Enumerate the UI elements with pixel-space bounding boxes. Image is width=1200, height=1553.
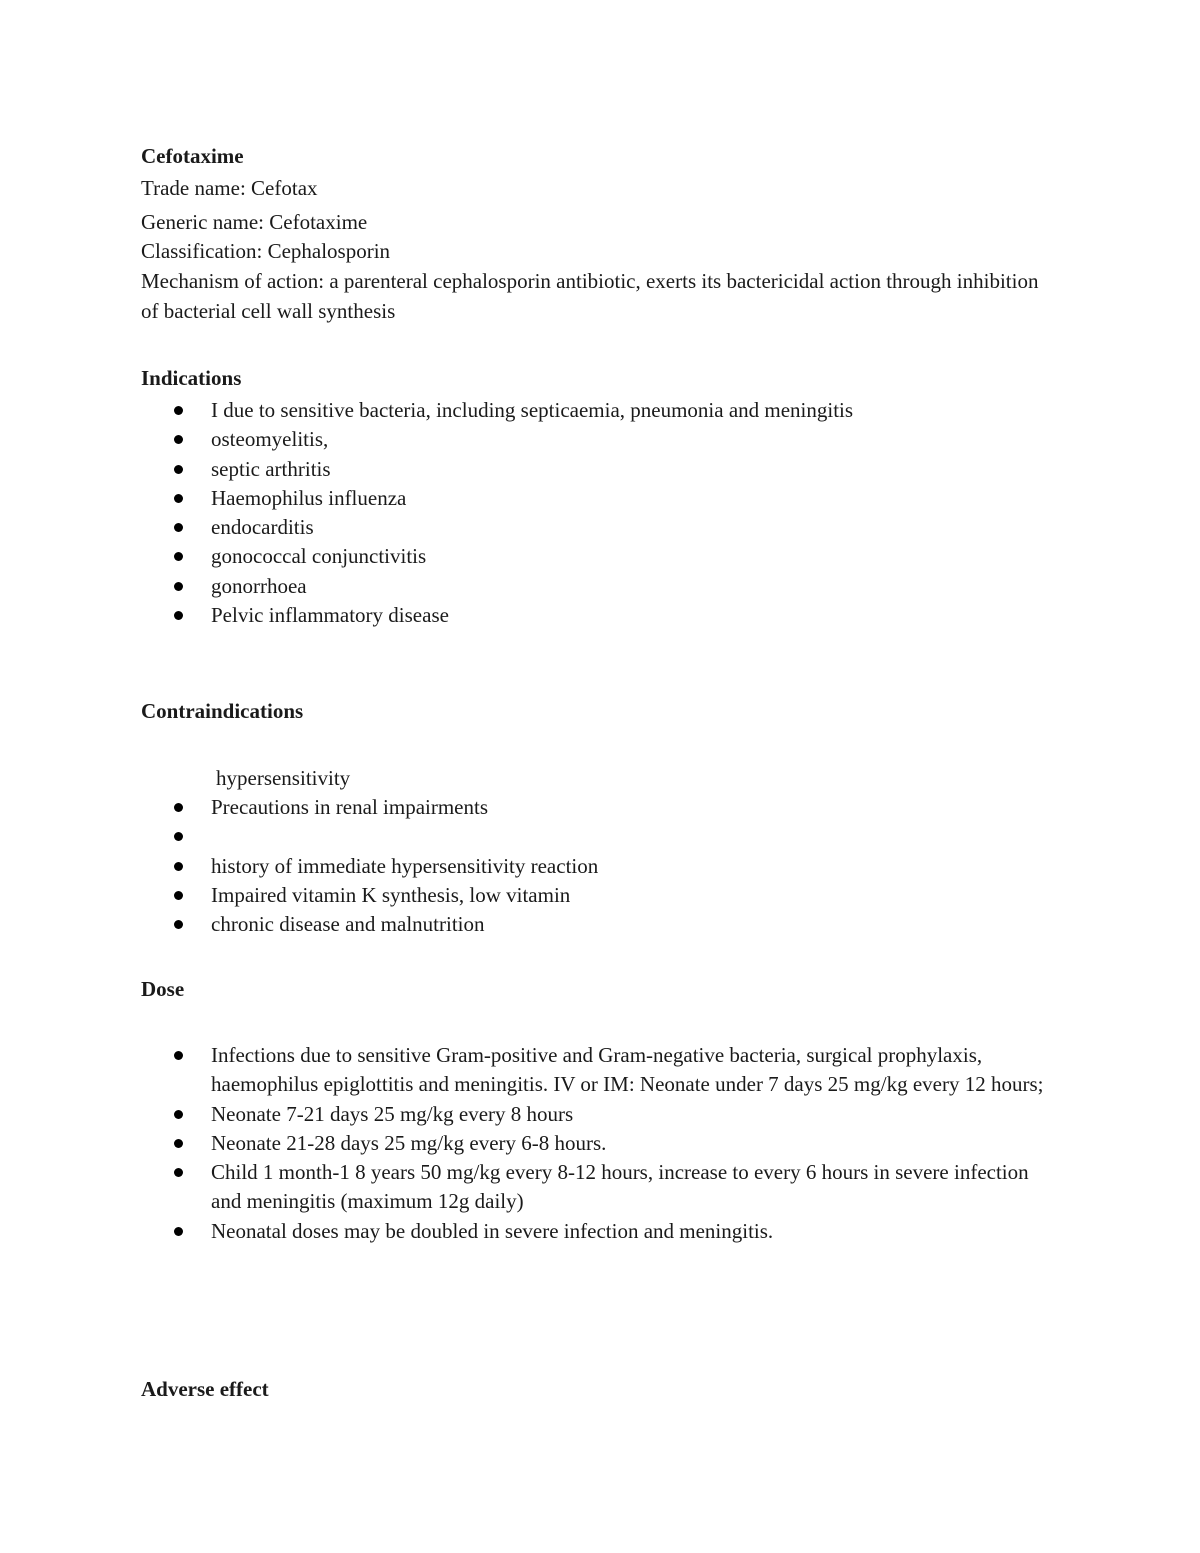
bullet-icon [174, 582, 183, 591]
list-item: Neonate 7-21 days 25 mg/kg every 8 hours [141, 1100, 1056, 1129]
list-item: Child 1 month-1 8 years 50 mg/kg every 8-12 hours, increase to every 6 hours in severe infection and meningitis (maximum 12g daily) [141, 1158, 1056, 1217]
list-item: gonococcal conjunctivitis [141, 542, 1056, 571]
bullet-icon [174, 1168, 183, 1177]
bullet-icon [174, 406, 183, 415]
bullet-icon [174, 803, 183, 812]
bullet-icon [174, 1227, 183, 1236]
bullet-icon [174, 611, 183, 620]
list-item: Neonate 21-28 days 25 mg/kg every 6-8 hours. [141, 1129, 1056, 1158]
list-item: Infections due to sensitive Gram-positive and Gram-negative bacteria, surgical prophylaxis, haemophilus epiglottitis and meningitis. IV or IM: Neonate under 7 days 25 mg/kg every 12 hours; [141, 1041, 1056, 1100]
list-item: Precautions in renal impairments [141, 793, 1056, 822]
list-item: endocarditis [141, 513, 1056, 542]
list-item: septic arthritis [141, 455, 1056, 484]
contraindications-list [141, 793, 1056, 939]
list-item: I due to sensitive bacteria, including septicaemia, pneumonia and meningitis [141, 396, 1056, 425]
document-title: Cefotaxime [141, 144, 244, 168]
bullet-icon [174, 494, 183, 503]
classification: Classification: Cephalosporin [141, 239, 391, 263]
bullet-icon [174, 435, 183, 444]
bullet-icon [174, 465, 183, 474]
indications-list [141, 396, 1056, 630]
bullet-icon [174, 523, 183, 532]
contraindications-heading: Contraindications [141, 699, 304, 723]
bullet-icon [174, 552, 183, 561]
list-item [141, 822, 1056, 851]
dose-heading: Dose [141, 977, 185, 1001]
list-item: osteomyelitis, [141, 425, 1056, 454]
list-item: gonorrhoea [141, 572, 1056, 601]
trade-name: Trade name: Cefotax [141, 176, 318, 200]
bullet-icon [174, 920, 183, 929]
adverse-effect-heading: Adverse effect [141, 1377, 269, 1401]
dose-list [141, 1041, 1056, 1246]
list-item: Haemophilus influenza [141, 484, 1056, 513]
list-item: history of immediate hypersensitivity reaction [141, 852, 1056, 881]
list-item: Neonatal doses may be doubled in severe infection and meningitis. [141, 1217, 1056, 1246]
bullet-icon [174, 1110, 183, 1119]
bullet-icon [174, 832, 183, 841]
list-item: Pelvic inflammatory disease [141, 601, 1056, 630]
bullet-icon [174, 1051, 183, 1060]
bullet-icon [174, 1139, 183, 1148]
bullet-icon [174, 862, 183, 871]
list-item: Impaired vitamin K synthesis, low vitamin [141, 881, 1056, 910]
contraindication-loose-item: hypersensitivity [216, 766, 351, 790]
indications-heading: Indications [141, 366, 242, 390]
bullet-icon [174, 891, 183, 900]
list-item: chronic disease and malnutrition [141, 910, 1056, 939]
mechanism-of-action: Mechanism of action: a parenteral cephalosporin antibiotic, exerts its bactericidal action through inhibition of bacterial cell wall synthesis [141, 269, 1039, 323]
generic-name: Generic name: Cefotaxime [141, 210, 368, 234]
